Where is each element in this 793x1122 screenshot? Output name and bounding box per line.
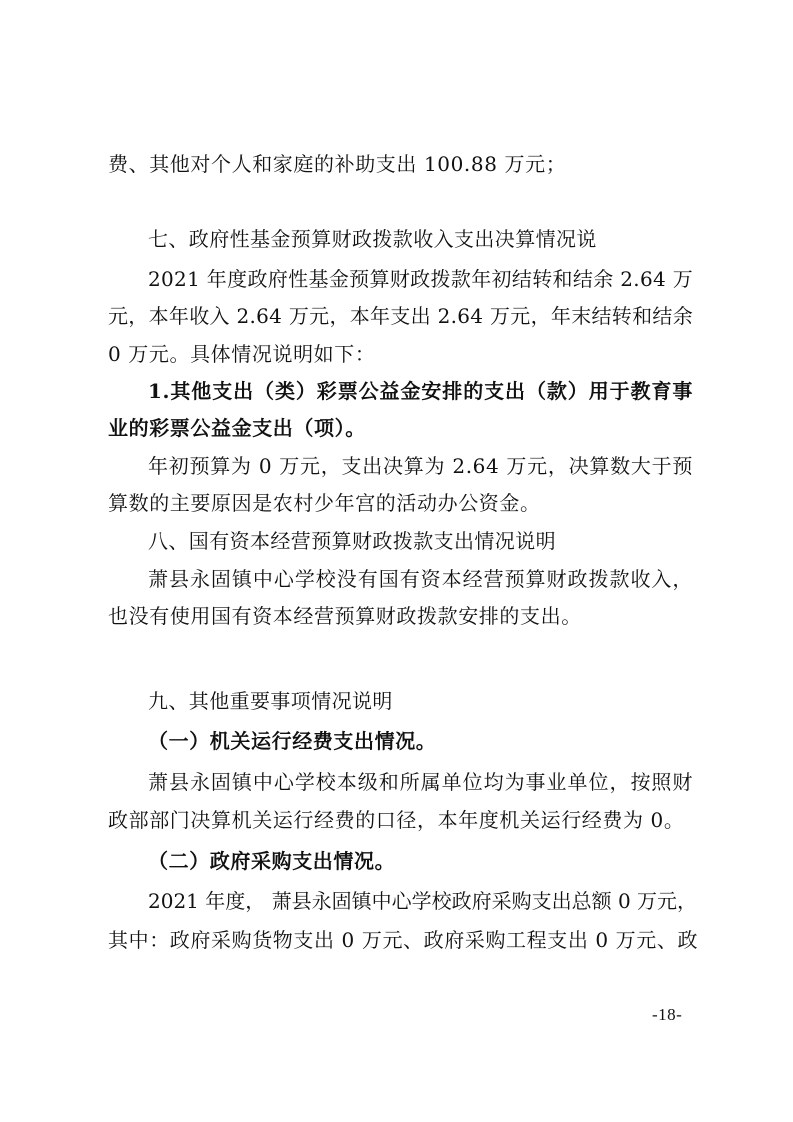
paragraph-line: 0 万元。具体情况说明如下： <box>108 342 376 366</box>
section-heading-7: 七、政府性基金预算财政拨款收入支出决算情况说 <box>148 227 597 251</box>
paragraph-line: 年初预算为 0 万元，支出决算为 2.64 万元，决算数大于预 <box>148 454 693 478</box>
page-number: -18- <box>652 1005 683 1024</box>
paragraph-line: 萧县永固镇中心学校本级和所属单位均为事业单位，按照财 <box>148 770 693 794</box>
paragraph-line: 2021 年度政府性基金预算财政拨款年初结转和结余 2.64 万 <box>148 267 693 291</box>
paragraph-line: 萧县永固镇中心学校没有国有资本经营预算财政拨款收入， <box>148 567 693 591</box>
paragraph-line: 其中：政府采购货物支出 0 万元、政府采购工程支出 0 万元、政 <box>108 928 699 952</box>
section-heading-9: 九、其他重要事项情况说明 <box>148 689 393 713</box>
paragraph-line: 2021 年度， 萧县永固镇中心学校政府采购支出总额 0 万元， <box>148 889 698 913</box>
section-heading-8: 八、国有资本经营预算财政拨款支出情况说明 <box>148 529 556 553</box>
paragraph-line: 元，本年收入 2.64 万元，本年支出 2.64 万元，年末结转和结余 <box>108 304 693 328</box>
subsection-heading: （一）机关运行经费支出情况。 <box>148 729 437 753</box>
subsection-heading: （二）政府采购支出情况。 <box>148 849 396 873</box>
paragraph-line: 政部部门决算机关运行经费的口径，本年度机关运行经费为 0。 <box>108 808 685 832</box>
subsection-heading: 业的彩票公益金支出（项）。 <box>108 416 366 440</box>
paragraph-line: 算数的主要原因是农村少年宫的活动办公资金。 <box>108 491 541 515</box>
paragraph-line: 也没有使用国有资本经营预算财政拨款安排的支出。 <box>108 604 582 628</box>
paragraph-line: 费、其他对个人和家庭的补助支出 100.88 万元； <box>108 152 567 176</box>
subsection-heading: 1.其他支出（类）彩票公益金安排的支出（款）用于教育事 <box>148 379 693 403</box>
